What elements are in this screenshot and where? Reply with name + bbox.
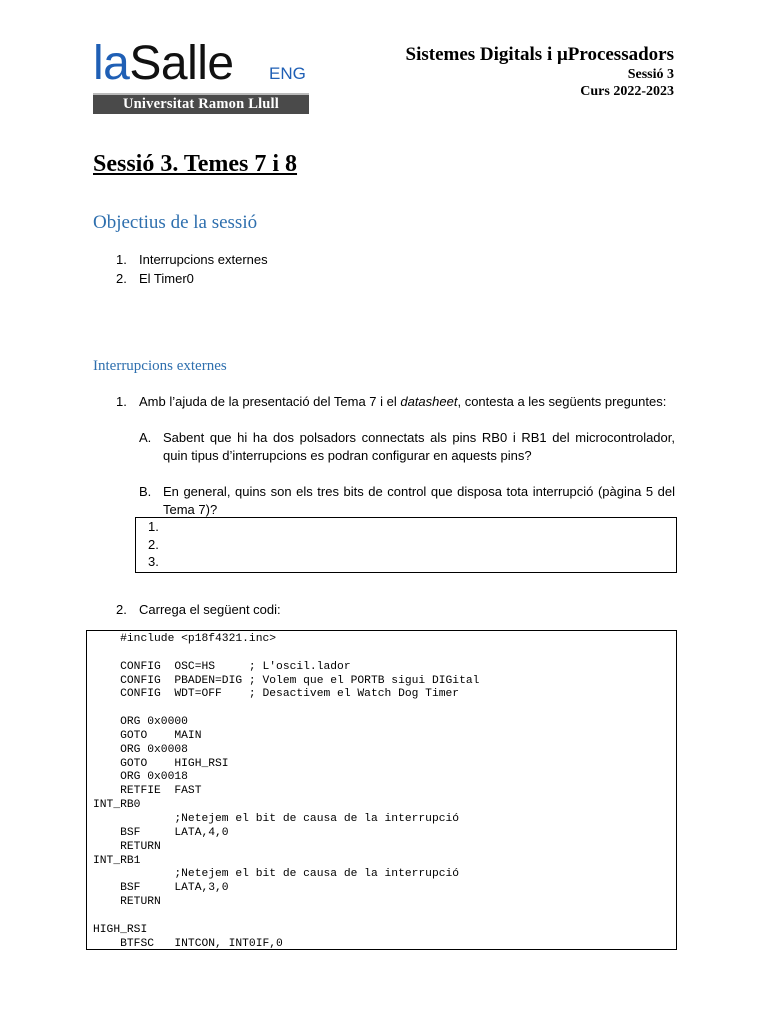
code-line: ORG 0x0000 <box>93 716 188 729</box>
objective-item: Interrupcions externes <box>139 252 268 267</box>
code-line: GOTO MAIN <box>93 729 202 742</box>
subquestion-a-text: Sabent que hi ha dos polsadors connectats als pins RB0 i RB1 del microcontrolador, quin tipus d’interrupcions es podran configurar en aquests pins? <box>163 430 675 463</box>
code-line: INT_RB1 <box>93 854 141 867</box>
code-line: BSF LATA,3,0 <box>93 882 229 895</box>
subquestion-b-text: En general, quins son els tres bits de control que disposa tota interrupció (pàgina 5 del Tema 7)? <box>163 484 675 517</box>
objectives-heading: Objectius de la sessió <box>93 212 258 233</box>
code-line <box>93 647 479 661</box>
logo-la: la <box>93 37 130 90</box>
page-title: Sessió 3. Temes 7 i 8 <box>93 151 298 177</box>
code-line: INT_RB0 <box>93 799 141 812</box>
question-num: 2. <box>116 602 127 617</box>
code-line: GOTO HIGH_RSI <box>93 757 229 770</box>
question-num: 1. <box>116 394 127 409</box>
code-line: RETURN <box>93 896 161 909</box>
answer-line: 2. <box>148 537 159 552</box>
code-line: ORG 0x0008 <box>93 743 188 756</box>
code-listing <box>86 630 677 950</box>
datasheet-term: datasheet <box>400 394 458 409</box>
code-line: BSF LATA,4,0 <box>93 826 229 839</box>
code-line <box>93 910 479 924</box>
code-line: RETURN <box>93 840 161 853</box>
question-1-text: Amb l’ajuda de la presentació del Tema 7 i el datasheet, contesta a les següents preguntes: <box>139 394 667 409</box>
code-line <box>93 702 479 716</box>
answer-line: 3. <box>148 554 159 569</box>
answer-box[interactable] <box>135 517 677 573</box>
section-heading: Interrupcions externes <box>93 358 227 374</box>
code-line: RETFIE FAST <box>93 785 202 798</box>
course-year: Curs 2022-2023 <box>580 84 674 99</box>
answer-line: 1. <box>148 519 159 534</box>
session-label: Sessió 3 <box>627 67 674 82</box>
logo-university: Universitat Ramon Llull <box>93 93 309 114</box>
subquestion-label: B. <box>139 484 152 499</box>
code-line: BTFSC INTCON, INT0IF,0 <box>93 937 283 950</box>
logo-salle: Salle <box>129 37 234 90</box>
objective-item: El Timer0 <box>139 271 194 286</box>
lasalle-logo <box>93 38 309 114</box>
subquestion-label: A. <box>139 430 152 445</box>
code-line: CONFIG WDT=OFF ; Desactivem el Watch Dog Timer <box>93 688 460 701</box>
code-line: ORG 0x0018 <box>93 771 188 784</box>
logo-wordmark <box>93 38 234 90</box>
objective-num: 1. <box>116 252 127 267</box>
question-2-text: Carrega el següent codi: <box>139 602 281 617</box>
code-line: HIGH_RSI <box>93 923 148 936</box>
course-title: Sistemes Digitals i μProcessadors <box>405 44 674 65</box>
code-line: ;Netejem el bit de causa de la interrupció <box>93 868 460 881</box>
code-block <box>93 633 479 950</box>
code-line: CONFIG OSC=HS ; L'oscil.lador <box>93 660 351 673</box>
objective-num: 2. <box>116 271 127 286</box>
code-line: CONFIG PBADEN=DIG ; Volem que el PORTB sigui DIGital <box>93 674 480 687</box>
code-line: #include <p18f4321.inc> <box>93 633 277 645</box>
code-line: ;Netejem el bit de causa de la interrupció <box>93 812 460 825</box>
logo-eng: ENG <box>269 64 306 83</box>
